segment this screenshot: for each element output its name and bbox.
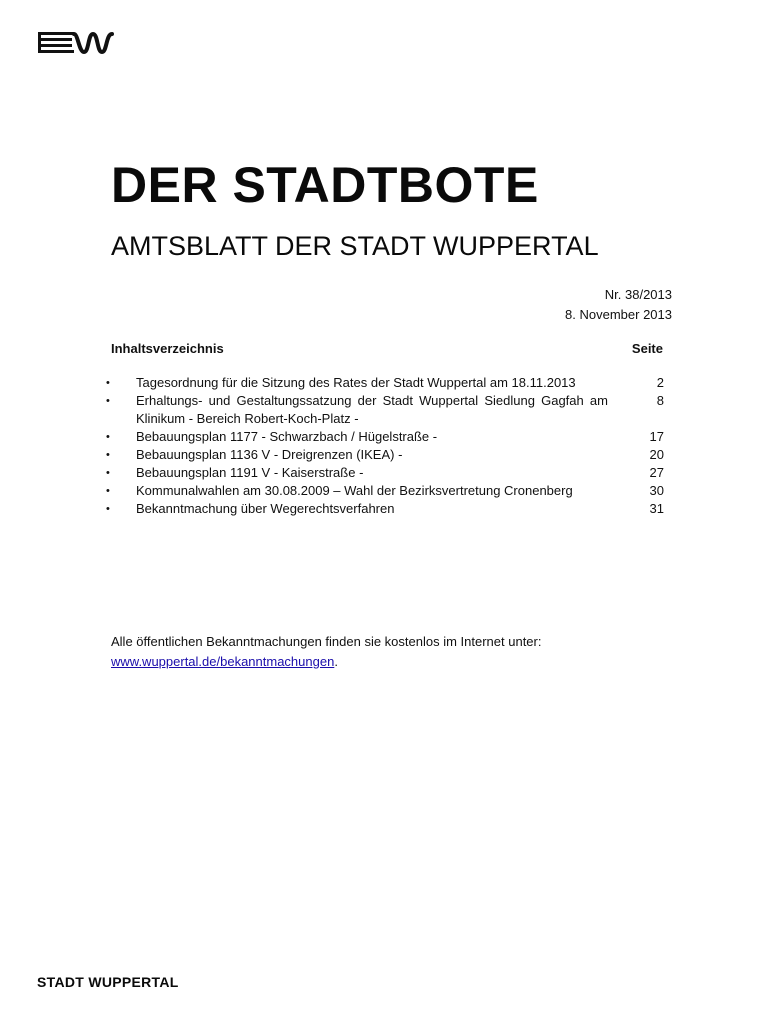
toc-item	[106, 392, 664, 428]
bullet-icon: •	[106, 377, 110, 389]
toc-item-page: 2	[656, 375, 664, 390]
toc-item	[106, 374, 664, 392]
toc-item-page: 20	[649, 447, 664, 462]
announcements-link[interactable]: www.wuppertal.de/bekanntmachungen	[111, 654, 335, 669]
toc-item-page: 31	[649, 501, 664, 516]
toc-page-heading: Seite	[631, 341, 663, 356]
toc-item	[106, 500, 664, 518]
issue-date: 8. November 2013	[565, 307, 672, 322]
toc-item-text: Bebauungsplan 1191 V - Kaiserstraße -	[136, 465, 364, 480]
bullet-icon: •	[106, 395, 110, 407]
page-subtitle: AMTSBLATT DER STADT WUPPERTAL	[111, 231, 599, 261]
bullet-icon: •	[106, 449, 110, 461]
footer-brand: STADT WUPPERTAL	[37, 974, 179, 990]
page-title: DER STADTBOTE	[111, 157, 539, 213]
online-notice-text: Alle öffentlichen Bekanntmachungen finden sie kostenlos im Internet unter:	[111, 634, 542, 649]
toc-item	[106, 464, 664, 482]
toc-item	[106, 446, 664, 464]
toc-item-text: Erhaltungs- und Gestaltungssatzung der Stadt Wuppertal Siedlung Gagfah am Klinikum - Bereich Robert-Koch-Platz -	[136, 393, 608, 426]
link-suffix: .	[334, 654, 338, 669]
bullet-icon: •	[106, 485, 110, 497]
toc-heading: Inhaltsverzeichnis	[111, 341, 224, 356]
online-notice	[111, 632, 671, 672]
wuppertal-logo-icon	[38, 30, 114, 54]
issue-number: Nr. 38/2013	[604, 287, 672, 302]
toc-item-page: 27	[649, 465, 664, 480]
bullet-icon: •	[106, 467, 110, 479]
toc-item-page: 30	[649, 483, 664, 498]
toc-list	[106, 374, 664, 518]
bullet-icon: •	[106, 503, 110, 515]
toc-item-text: Bebauungsplan 1177 - Schwarzbach / Hügelstraße -	[136, 429, 438, 444]
toc-item	[106, 482, 664, 500]
issue-meta	[565, 285, 672, 325]
toc-header	[111, 340, 663, 358]
toc-item-text: Kommunalwahlen am 30.08.2009 – Wahl der Bezirksvertretung Cronenberg	[136, 483, 573, 498]
toc-item-text: Bebauungsplan 1136 V - Dreigrenzen (IKEA) -	[136, 447, 403, 462]
toc-item	[106, 428, 664, 446]
toc-item-page: 17	[649, 429, 664, 444]
toc-item-text: Bekanntmachung über Wegerechtsverfahren	[136, 501, 395, 516]
bullet-icon: •	[106, 431, 110, 443]
toc-item-page: 8	[656, 393, 664, 408]
toc-item-text: Tagesordnung für die Sitzung des Rates der Stadt Wuppertal am 18.11.2013	[136, 375, 576, 390]
online-notice-link-line	[111, 652, 671, 672]
